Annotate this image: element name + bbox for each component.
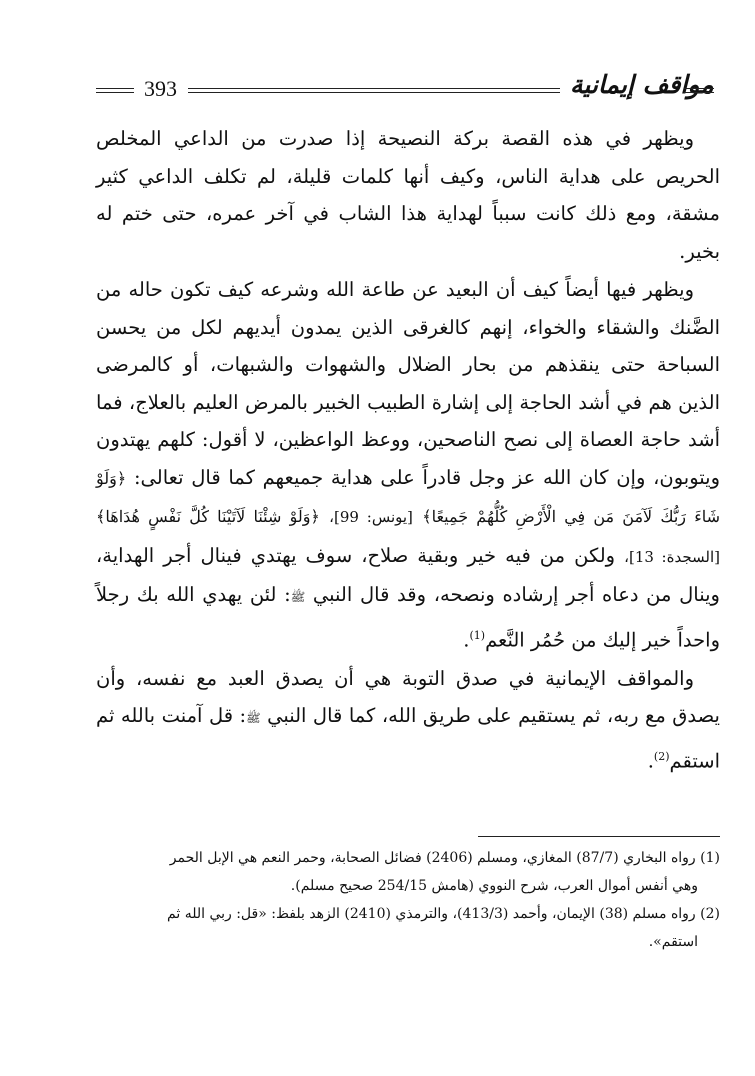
- footnote-2-line-1: (2) رواه مسلم (38) الإيمان، وأحمد (413/3)، والترمذي (2410) الزهد بلفظ: «قل: ربي الله ثم: [167, 906, 720, 922]
- page-number: 393: [144, 76, 177, 101]
- paragraph-3: [96, 660, 720, 780]
- paragraph-3-end: .: [647, 749, 654, 772]
- page-header: [96, 70, 716, 112]
- header-rule-right: [684, 88, 714, 93]
- paragraph-2: [96, 271, 720, 659]
- quran-verse-sajda: ﴿وَلَوْ شِئْنَا لَآتَيْنَا كُلَّ نَفْسٍ هُدَاهَا﴾: [96, 507, 320, 526]
- footnote-1-line-2: وهي أنفس أموال العرب، شرح النووي (هامش 254/15 صحيح مسلم).: [290, 878, 698, 894]
- paragraph-1-text: ويظهر في هذه القصة بركة النصيحة إذا صدرت من الداعي المخلص الحريص على هداية الناس، وكيف أنها كلمات قليلة، لم تكلف الداعي كثير مشقة، ومع ذلك كانت سبباً لهداية هذا الشاب في آخر عمره، حتى ختم له بخير.: [96, 127, 720, 263]
- body-text: [96, 120, 720, 780]
- footnote-2-line-2: استقم».: [648, 934, 698, 950]
- verse-reference-sajda: [السجدة: 13]،: [624, 547, 720, 566]
- hadith-text: : لئن يهدي الله بك رجلاً واحداً خير إليك من حُمُر النَّعم: [96, 583, 720, 651]
- header-rule-left: [96, 88, 134, 93]
- header-rule-middle: [188, 88, 560, 93]
- paragraph-2-end: .: [463, 628, 470, 651]
- footnote-1-line-1: (1) رواه البخاري (87/7) المغازي، ومسلم (2406) فضائل الصحابة، وحمر النعم هي الإبل الحمر: [169, 850, 720, 866]
- hadith-text-2: : قل آمنت بالله ثم استقم: [96, 704, 720, 772]
- paragraph-3-text: والمواقف الإيمانية في صدق التوبة هي أن يصدق العبد مع نفسه، وأن يصدق مع ربه، ثم يستقيم على طريق الله، كما قال النبي: [96, 666, 720, 727]
- paragraph-1: [96, 120, 720, 270]
- paragraph-2-continuation: ولكن من فيه خير وبقية صلاح، سوف يهتدي فينال أجر الهداية، وينال من دعاه أجر إرشاده ونصحه، وقد قال النبي: [96, 543, 720, 606]
- salutation-glyph: ﷺ: [290, 590, 306, 604]
- footnote-separator: [478, 836, 720, 837]
- footnotes: [96, 844, 720, 956]
- running-title: مواقف إيمانية: [570, 70, 714, 99]
- quran-verse-yunus: ﴿وَلَوْ شَاءَ رَبُّكَ لَآمَنَ مَن فِي الْأَرْضِ كُلُّهُمْ جَمِيعًا﴾: [96, 468, 720, 526]
- footnote-ref-2: (2): [653, 749, 670, 763]
- verse-reference-yunus: [يونس: 99]،: [329, 508, 413, 526]
- salutation-glyph: ﷺ: [246, 711, 261, 725]
- footnote-ref-1: (1): [469, 628, 486, 642]
- paragraph-2-text: ويظهر فيها أيضاً كيف أن البعيد عن طاعة الله وشرعه كيف تكون حاله من الضَّنك والشقاء والخواء، إنهم كالغرقى الذين يمدون أيديهم لكل من يحسن السباحة حتى ينقذهم من بحار الضلال والشهوات والشبهات، أو كالمرضى الذين هم في أشد الحاجة إلى إشارة الطبيب الخبير بالمرض العليم بالعلاج، فما أشد حاجة العصاة إلى نصح الناصحين، ووعظ الواعظين، لا أقول: كلهم يهتدون ويتوبون، وإن كان الله عز وجل قادراً على هداية جميعهم كما قال تعالى:: [96, 278, 720, 489]
